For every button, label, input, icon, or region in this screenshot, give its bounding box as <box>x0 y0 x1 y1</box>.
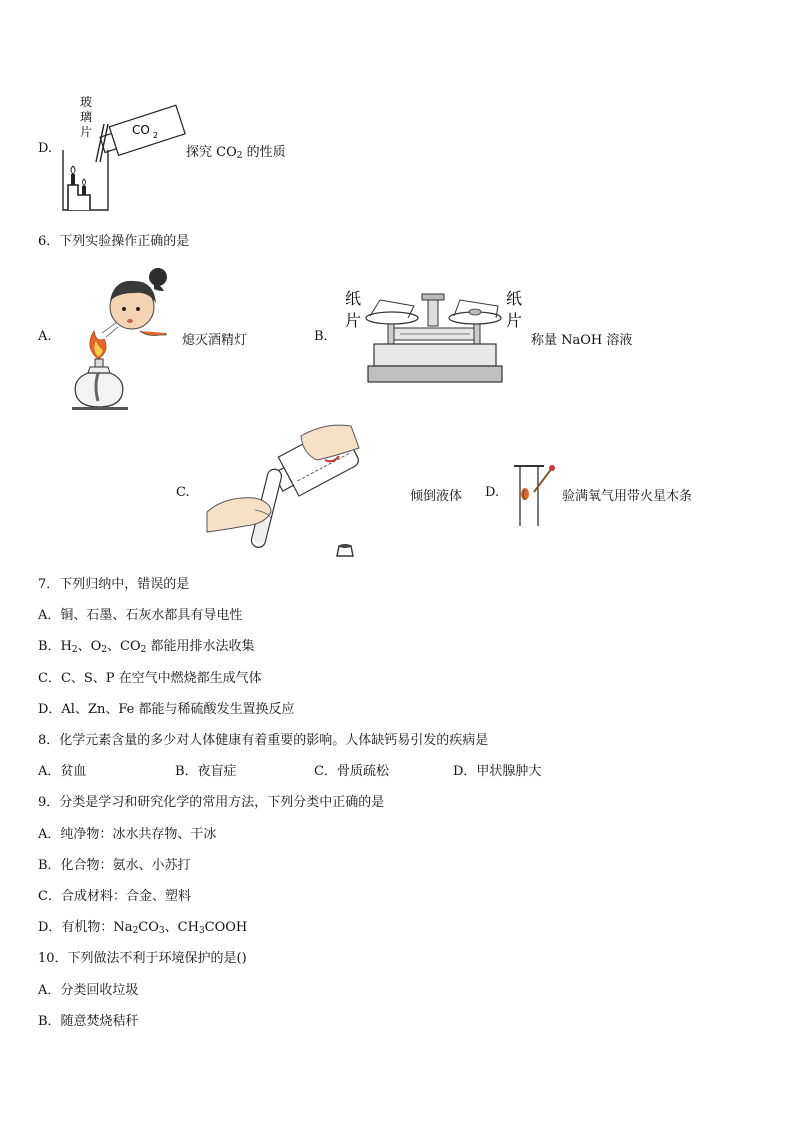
blow-out-lamp-figure <box>68 255 180 415</box>
balance-figure <box>340 286 530 386</box>
question-8-stem: 8．化学元素含量的多少对人体健康有着重要的影响。人体缺钙易引发的疾病是 <box>38 733 489 748</box>
q6-option-d-letter: D. <box>485 485 500 500</box>
glass-label-3: 片 <box>80 125 93 139</box>
q6-option-c-caption: 倾倒液体 <box>410 489 463 504</box>
co2-pour-figure <box>60 90 190 215</box>
q8-option-d: D．甲状腺肿大 <box>453 764 542 779</box>
paper-label-left-1: 纸 <box>345 289 362 308</box>
q8-option-a: A．贫血 <box>38 764 87 779</box>
question-9-stem: 9．分类是学习和研究化学的常用方法，下列分类中正确的是 <box>38 795 385 810</box>
question-6-stem: 6．下列实验操作正确的是 <box>38 234 190 249</box>
co2-label-sub: 2 <box>153 131 159 140</box>
q6-option-a-caption: 熄灭酒精灯 <box>182 333 248 348</box>
q7-option-d: D．Al、Zn、Fe 都能与稀硫酸发生置换反应 <box>38 702 295 717</box>
q10-option-a: A．分类回收垃圾 <box>38 983 139 998</box>
pouring-liquid-figure <box>205 420 365 562</box>
q8-option-b: B．夜盲症 <box>175 764 237 779</box>
q6-option-c-letter: C. <box>176 485 190 500</box>
q7-option-a: A．铜、石墨、石灰水都具有导电性 <box>38 608 243 623</box>
paper-label-right-1: 纸 <box>506 289 523 308</box>
glass-label-1: 玻 <box>80 95 93 109</box>
q9-option-c: C．合成材料：合金、塑料 <box>38 889 191 904</box>
question-10-stem: 10．下列做法不利于环境保护的是() <box>38 951 247 966</box>
q5-option-d-letter: D. <box>38 141 53 156</box>
q6-option-b-letter: B. <box>314 329 328 344</box>
q9-option-b: B．化合物：氨水、小苏打 <box>38 858 191 873</box>
q9-option-d: D．有机物：$Na_2CO_3$、$CH_3COOH$ <box>38 920 248 936</box>
question-7-stem: 7．下列归纳中，错误的是 <box>38 577 190 592</box>
oxygen-test-figure <box>512 460 558 528</box>
q8-option-c: C．骨质疏松 <box>314 764 389 779</box>
q9-option-a: A．纯净物：冰水共存物、干冰 <box>38 827 217 842</box>
q6-option-d-caption: 验满氧气用带火星木条 <box>562 489 693 504</box>
q5-option-d-caption: 探究 $CO_2$ 的性质 <box>186 145 286 161</box>
paper-label-left-2: 片 <box>345 311 362 330</box>
q6-option-a-letter: A. <box>38 329 52 344</box>
q7-option-c: C．C、S、P 在空气中燃烧都生成气体 <box>38 671 262 686</box>
co2-label: CO <box>132 123 150 137</box>
q7-option-b: B．$H_2$、$O_2$、$CO_2$ 都能用排水法收集 <box>38 639 255 655</box>
paper-label-right-2: 片 <box>506 311 523 330</box>
q6-option-b-caption: 称量 NaOH 溶液 <box>531 333 633 348</box>
q10-option-b: B．随意焚烧秸秆 <box>38 1014 139 1029</box>
glass-label-2: 璃 <box>80 110 93 124</box>
